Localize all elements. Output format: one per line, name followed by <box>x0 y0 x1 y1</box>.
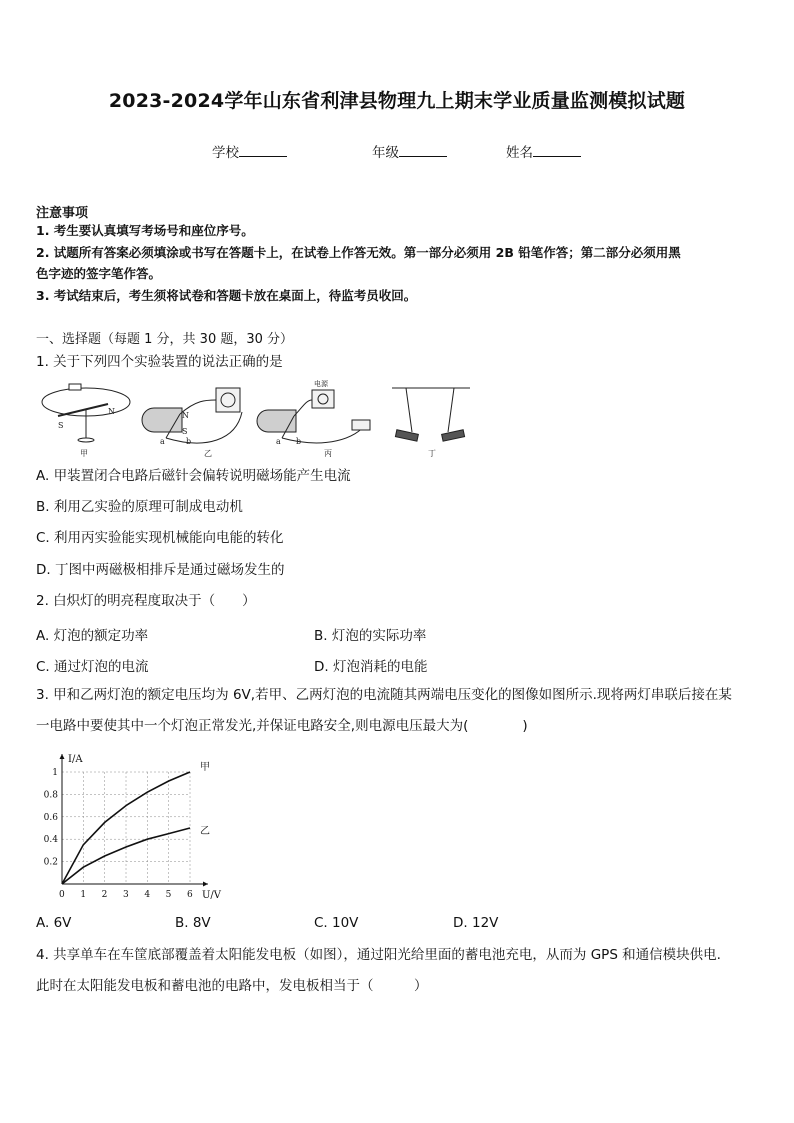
question-3-stem-line1: 3. 甲和乙两灯泡的额定电压均为 6V,若甲、乙两灯泡的电流随其两端电压变化的图像如图所示.现将两灯串联后接在某 <box>36 687 732 703</box>
page-title: 2023-2024学年山东省利津县物理九上期末学业质量监测模拟试题 <box>108 90 686 112</box>
grade-label: 年级 <box>372 145 399 161</box>
x-tick-label: 0 <box>59 890 65 900</box>
figure-bing <box>257 390 370 443</box>
q3-option-b[interactable]: B. 8V <box>175 915 211 931</box>
q2-option-c[interactable]: C. 通过灯泡的电流 <box>36 659 149 675</box>
question-1-stem: 1. 关于下列四个实验装置的说法正确的是 <box>36 354 283 370</box>
note-item: 3. 考试结束后，考生须将试卷和答题卡放在桌面上，待监考员收回。 <box>36 288 417 303</box>
fig-label-bing: 丙 <box>324 449 332 458</box>
fig-label-b2: b <box>296 437 302 446</box>
q1-option-c[interactable]: C. 利用丙实验能实现机械能向电能的转化 <box>36 530 284 546</box>
fig-label-b: b <box>186 437 192 446</box>
y-tick-label: 0.8 <box>43 790 58 801</box>
x-tick-label: 2 <box>101 890 108 900</box>
x-tick-label: 6 <box>187 890 193 900</box>
q2-option-b[interactable]: B. 灯泡的实际功率 <box>314 628 427 644</box>
y-tick-label: 0.6 <box>43 812 58 823</box>
q3-option-c[interactable]: C. 10V <box>314 915 359 931</box>
fig-label-a: a <box>160 437 165 446</box>
fig-label-n2: N <box>182 411 189 420</box>
fig-label-yi: 乙 <box>204 449 212 458</box>
name-label: 姓名 <box>506 145 533 161</box>
q2-option-a[interactable]: A. 灯泡的额定功率 <box>36 628 149 644</box>
question-2-stem: 2. 白炽灯的明亮程度取决于（ ） <box>36 593 256 609</box>
note-item: 色字迹的签字笔作答。 <box>36 266 162 281</box>
y-axis-label: I/A <box>68 754 83 765</box>
fig-label-a2: a <box>276 437 281 446</box>
fig-label-s2: S <box>182 427 188 436</box>
figure-ding <box>392 388 470 441</box>
series-label: 乙 <box>200 826 210 837</box>
figure-yi <box>142 388 242 443</box>
fig-label-s: S <box>58 421 64 430</box>
figure-jia <box>42 384 130 442</box>
question-3-stem-line2: 一电路中要使其中一个灯泡正常发光,并保证电路安全,则电源电压最大为( ) <box>36 718 528 734</box>
name-field[interactable] <box>506 141 581 161</box>
x-tick-label: 3 <box>123 890 129 900</box>
note-item: 1. 考生要认真填写考场号和座位序号。 <box>36 223 254 238</box>
x-axis-label: U/V <box>202 890 222 901</box>
x-tick-label: 4 <box>144 890 151 900</box>
school-field[interactable] <box>212 141 287 161</box>
fig-label-n: N <box>108 407 115 416</box>
q1-option-b[interactable]: B. 利用乙实验的原理可制成电动机 <box>36 499 243 515</box>
question-4-line2: 此时在太阳能发电板和蓄电池的电路中，发电板相当于（ ） <box>36 978 428 994</box>
y-tick-label: 0.2 <box>43 857 58 868</box>
y-tick-label: 1 <box>52 768 58 778</box>
x-tick-label: 1 <box>80 890 87 900</box>
fig-label-power: 电源 <box>314 380 328 388</box>
grade-field[interactable] <box>372 141 447 161</box>
q1-option-a[interactable]: A. 甲装置闭合电路后磁针会偏转说明磁场能产生电流 <box>36 468 351 484</box>
note-item: 2. 试题所有答案必须填涂或书写在答题卡上，在试卷上作答无效。第一部分必须用 2B 铅笔作答；第二部分必须用黑 <box>36 245 681 260</box>
school-label: 学校 <box>212 145 239 161</box>
x-axis-arrow <box>203 882 208 887</box>
q1-option-d[interactable]: D. 丁图中两磁极相排斥是通过磁场发生的 <box>36 562 285 578</box>
iv-chart <box>36 748 226 903</box>
q3-option-d[interactable]: D. 12V <box>453 915 499 931</box>
experiment-figures <box>36 380 476 460</box>
y-axis-arrow <box>60 754 65 759</box>
y-tick-label: 0.4 <box>43 835 58 846</box>
q3-option-a[interactable]: A. 6V <box>36 915 72 931</box>
q2-option-d[interactable]: D. 灯泡消耗的电能 <box>314 659 428 675</box>
question-4-line1: 4. 共享单车在车筐底部覆盖着太阳能发电板（如图），通过阳光给里面的蓄电池充电，从而为 GPS 和通信模块供电. <box>36 947 721 963</box>
section-heading: 一、选择题（每题 1 分，共 30 题，30 分） <box>36 332 294 347</box>
fig-label-ding: 丁 <box>428 449 436 458</box>
series-label: 甲 <box>200 762 210 773</box>
notes-heading: 注意事项 <box>36 206 89 221</box>
x-tick-label: 5 <box>165 890 172 900</box>
fig-label-jia: 甲 <box>80 449 88 458</box>
